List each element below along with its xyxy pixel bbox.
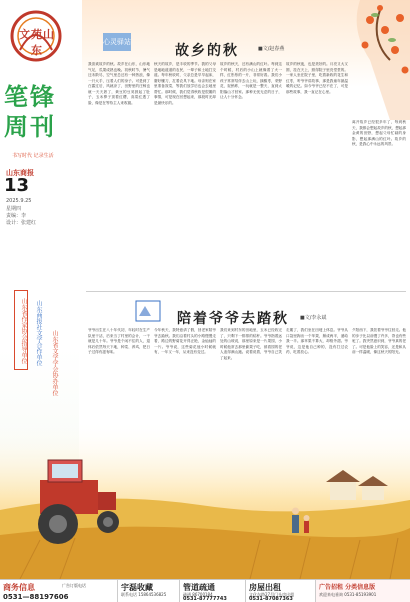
bottom-article-column: 走累了，我们坐在田埂上休息。爷爷从口袋里掏出一个苹果，掰成两半，递给我一半。那苹果不算大，却格外甜。爷爷说，这是他自己种的，没有打过农药，吃着放心。 [286, 328, 348, 354]
ad-sub: 广告订版电话 [62, 583, 86, 588]
top-article-column: 秋天的故乡，是丰收的季节。我的父母是地地道道的农民，一辈子和土地打交道。每年秋收时，父亲总是早早起床，磨好镰刀，扛着农具下地。母亲则在家里准备饭菜，等我们放学后也会去地里帮忙。那时候，我们觉得秋收是很累的事情，可是现在回想起来，那段时光却是最快乐的。 [154, 62, 216, 105]
bottom-article-column: 我们来到村东的田地里，玉米已经收完了，只剩下一排排的秸秆。爷爷指着远处的山坡说，那里原来是一片果园，小时候他常去那里偷果子吃，被看园的老人追得满山跑。说着说着，爷爷自己笑了起来。 [220, 328, 282, 360]
ad-sub: 疏通 86700184 [183, 592, 213, 597]
ad-title: 商务信息 [3, 583, 35, 592]
top-article-column: 故乡的秋夜，也是美好的。月亮又大又圆，挂在天上，照得院子里亮堂堂的。一家人坐在院子里，吃着新收的花生和红枣，听爷爷讲故事，那是我童年最温暖的记忆。如今爷爷已经不在了，可是那些故事，我一直记在心里。 [286, 62, 348, 94]
issue-weekday: 星期四 [6, 206, 22, 212]
issue-date: 2025.9.25 [6, 198, 32, 204]
page-number: 13 [4, 175, 30, 196]
title-line-1: 笔锋 [4, 82, 56, 111]
ad-phone: 0531-87777743 [183, 596, 227, 602]
top-article-column: 我喜欢故乡的秋。故乡在山东，山东地气足，瓜果成熟也晚。初秋时节，暑气还未散尽，空气里总还有一种热浪，像一只大手，压着人们的身子。可是到了白露过后，风就凉了，田野里的庄稼也就一天天熟了，黄豆的豆荚鼓起了肚子，玉米棒子顶着红缨，高粱红透了脸，像是在等待主人来收割。 [88, 62, 150, 105]
bottom-article-column: 今年秋天，我特意请了假，回老家陪爷爷去踏秋。我们沿着村头的小路慢慢走着，路边的野菊花开得正艳，金灿灿的一片。爷爷说，这些菊花他小时候就有，一年又一年，从来没有变过。 [154, 328, 216, 354]
editor-credit: 责编：李 [6, 213, 27, 219]
ad-pipe-cleaning [180, 580, 246, 602]
title-line-2: 周刊 [4, 112, 56, 141]
ad-rental [246, 580, 316, 602]
top-article-column: 离开故乡已经很多年了，每到秋天，我都会想起故乡的秋，想起那金黄的田野，想起父母忙碌的身影，想起那满山的红叶。故乡的秋，是我心中永远的风景。 [352, 120, 406, 146]
sponsor-vertical-red: 山东省作家协会指导单位 [14, 290, 28, 370]
ad-classified [316, 580, 410, 602]
sponsor-vertical-red-2: 山东省文学学会协办单位 [51, 330, 58, 396]
bottom-article-column: 夕阳西下，我扶着爷爷往回走。他的步子比以前慢了许多，背也有些驼了。我突然意识到，爷爷真的老了。可是他脸上的笑容，还是和从前一样温暖，像这秋天的阳光。 [352, 328, 406, 354]
ad-title: 广告招租 分类信息版 [319, 584, 376, 591]
section-divider [86, 291, 406, 292]
ad-sub: 欢迎来电垂询 0531-85193901 [319, 592, 377, 597]
top-article-tag: 心灵驿站 [103, 33, 131, 51]
ad-sub: 联系电话 15864536825 [121, 592, 167, 597]
ad-title: 管道疏通 [183, 583, 215, 592]
autumn-field-illustration [0, 420, 410, 579]
slogan: 书写时代 记录生活 [12, 153, 54, 159]
ad-strip [0, 579, 410, 602]
top-article-title: 故乡的秋 [175, 43, 239, 59]
bottom-article-column: 爷爷出生在八十年代初，年轻时在生产队里干活，后来当了村里的会计，一干就是几十年。爷爷是个闲不住的人，退休后依然每天下地，种菜、养鸡，把日子过得有滋有味。 [88, 328, 150, 354]
top-article-author: ■文/赵春燕 [258, 46, 285, 52]
ad-business-info [0, 580, 118, 602]
ad-collection [118, 580, 180, 602]
bottom-article-author: ■文/李永斌 [300, 315, 327, 321]
ad-phone: 0531—88197606 [3, 593, 69, 601]
logo-text: 文苑山东 [19, 28, 55, 57]
paper-name: 山东商报 [6, 169, 34, 177]
ad-phone: 0531-87087363 [249, 596, 293, 602]
publication-title [4, 82, 78, 142]
ad-sub: 文化东路27号门头房出租 [249, 592, 295, 597]
designer-credit: 设计：张建红 [6, 220, 37, 226]
bottom-article-tag-icon [135, 300, 161, 322]
ad-title: 房屋出租 [249, 583, 281, 592]
sponsor-vertical-blue: 山东商报社文学合作单位 [35, 300, 42, 366]
bottom-article-title: 陪着爷爷去踏秋 [177, 311, 289, 327]
ad-title: 宇磊收藏 [121, 583, 153, 592]
top-article-column: 故乡的秋天，还有满山的红叶。每到这个时候，村后的小山上就像着了火一样，红彤彤的一片，非常好看。我们小孩子常常结伴去山上玩，摘酸枣，采野花，捉蚂蚱，一玩就是一整天，直到太阳落山才回家。那种无忧无虑的日子，让人十分怀念。 [220, 62, 282, 99]
